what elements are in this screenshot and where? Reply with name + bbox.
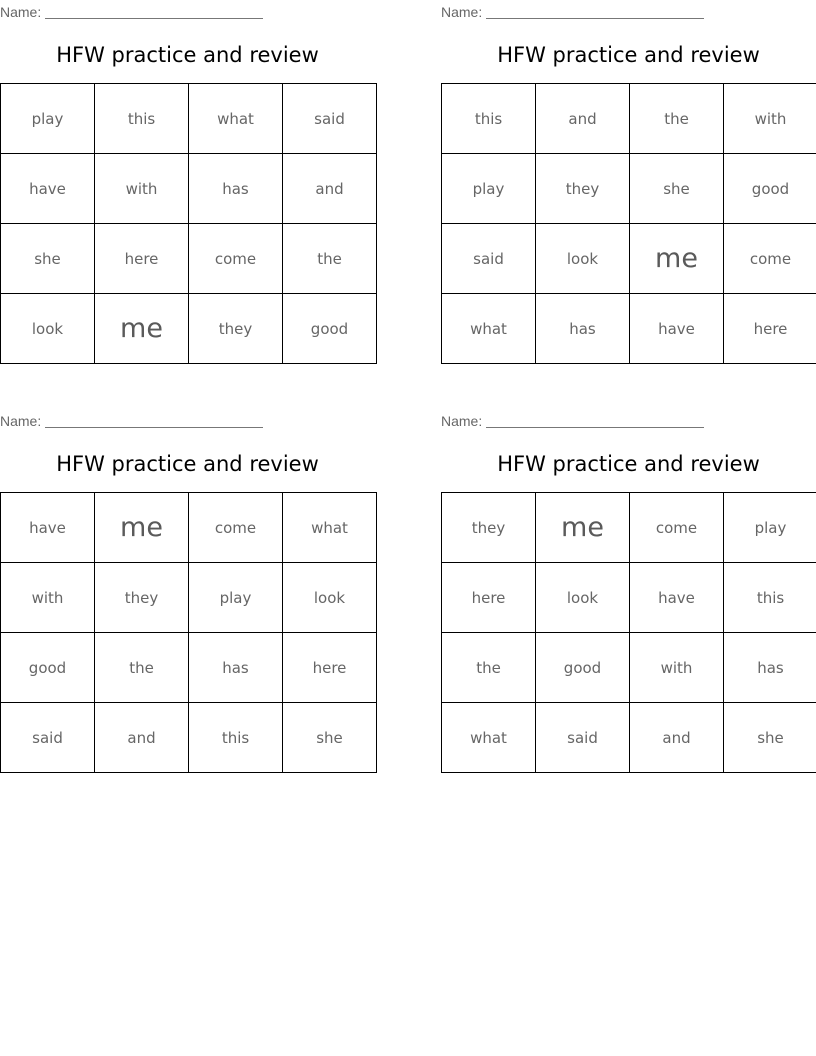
word-cell: play [724, 493, 816, 563]
word-cell: look [536, 224, 630, 294]
word-grid [0, 83, 377, 364]
word-cell: good [536, 633, 630, 703]
word-cell: look [1, 294, 95, 364]
word-cell: this [442, 84, 536, 154]
word-cell: and [536, 84, 630, 154]
word-cell: said [1, 703, 95, 773]
grid-row [1, 493, 377, 563]
word-cell: she [283, 703, 377, 773]
grid-row [442, 294, 816, 364]
word-cell: have [630, 563, 724, 633]
word-cell: with [1, 563, 95, 633]
word-cell: they [442, 493, 536, 563]
word-cell: good [1, 633, 95, 703]
word-cell: what [442, 294, 536, 364]
word-cell: look [283, 563, 377, 633]
bingo-card-1 [0, 0, 375, 344]
grid-row [442, 633, 816, 703]
name-field [441, 2, 704, 20]
word-cell: she [724, 703, 816, 773]
free-space-cell: me [536, 493, 630, 563]
grid-row [1, 224, 377, 294]
free-space-cell: me [95, 493, 189, 563]
name-field [441, 411, 704, 429]
name-blank-line [45, 18, 263, 19]
word-cell: said [536, 703, 630, 773]
grid-row [1, 294, 377, 364]
grid-row [1, 84, 377, 154]
word-cell: look [536, 563, 630, 633]
word-cell: said [442, 224, 536, 294]
name-field [0, 2, 263, 20]
word-cell: with [95, 154, 189, 224]
word-cell: with [724, 84, 816, 154]
word-cell: good [724, 154, 816, 224]
free-space-cell: me [95, 294, 189, 364]
grid-row [442, 703, 816, 773]
name-blank-line [486, 18, 704, 19]
bingo-card-4 [441, 409, 816, 747]
grid-row [1, 563, 377, 633]
grid-row [442, 84, 816, 154]
word-cell: and [630, 703, 724, 773]
name-label: Name: [0, 4, 42, 20]
word-cell: and [95, 703, 189, 773]
word-cell: this [189, 703, 283, 773]
word-cell: come [724, 224, 816, 294]
word-cell: have [1, 154, 95, 224]
card-title: HFW practice and review [56, 452, 319, 476]
word-cell: what [283, 493, 377, 563]
word-cell: what [442, 703, 536, 773]
word-cell: said [283, 84, 377, 154]
grid-row [1, 154, 377, 224]
word-cell: has [189, 154, 283, 224]
word-cell: they [536, 154, 630, 224]
word-cell: have [1, 493, 95, 563]
word-cell: with [630, 633, 724, 703]
word-cell: what [189, 84, 283, 154]
word-cell: here [95, 224, 189, 294]
word-cell: come [189, 493, 283, 563]
name-label: Name: [441, 413, 483, 429]
word-cell: she [1, 224, 95, 294]
card-title: HFW practice and review [497, 452, 760, 476]
word-cell: and [283, 154, 377, 224]
bingo-card-2 [441, 0, 816, 338]
grid-row [1, 633, 377, 703]
bingo-card-3 [0, 409, 375, 747]
word-cell: has [189, 633, 283, 703]
grid-row [442, 493, 816, 563]
word-cell: come [630, 493, 724, 563]
card-title: HFW practice and review [497, 43, 760, 67]
word-cell: have [630, 294, 724, 364]
card-title: HFW practice and review [56, 43, 319, 67]
word-cell: she [630, 154, 724, 224]
name-label: Name: [441, 4, 483, 20]
word-cell: this [95, 84, 189, 154]
word-cell: this [724, 563, 816, 633]
word-cell: come [189, 224, 283, 294]
word-grid [441, 83, 816, 364]
word-cell: play [1, 84, 95, 154]
word-cell: here [283, 633, 377, 703]
word-grid [441, 492, 816, 773]
word-cell: play [442, 154, 536, 224]
name-blank-line [486, 427, 704, 428]
grid-row [1, 703, 377, 773]
word-cell: here [724, 294, 816, 364]
word-cell: the [630, 84, 724, 154]
word-cell: play [189, 563, 283, 633]
word-cell: the [442, 633, 536, 703]
name-label: Name: [0, 413, 42, 429]
name-blank-line [45, 427, 263, 428]
grid-row [442, 563, 816, 633]
grid-row [442, 154, 816, 224]
word-cell: they [189, 294, 283, 364]
word-cell: the [95, 633, 189, 703]
word-cell: the [283, 224, 377, 294]
word-cell: has [724, 633, 816, 703]
free-space-cell: me [630, 224, 724, 294]
grid-row [442, 224, 816, 294]
word-cell: has [536, 294, 630, 364]
word-grid [0, 492, 377, 773]
word-cell: here [442, 563, 536, 633]
word-cell: they [95, 563, 189, 633]
name-field [0, 411, 263, 429]
word-cell: good [283, 294, 377, 364]
